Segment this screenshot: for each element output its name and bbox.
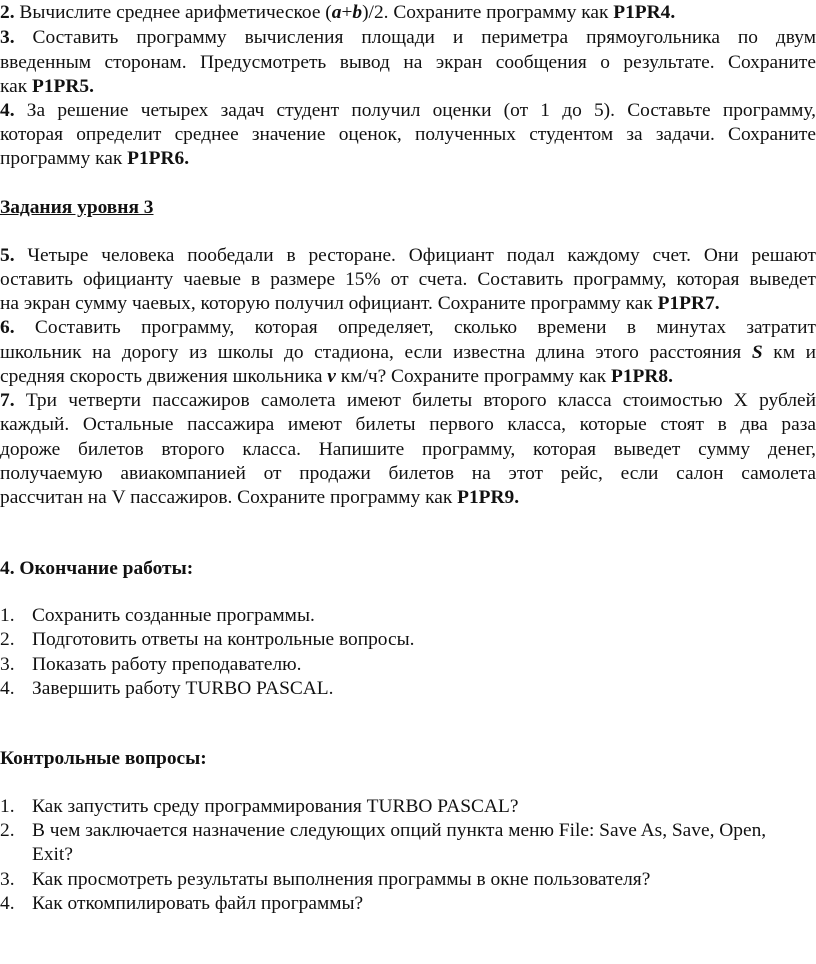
list-text: Показать работу преподавателю. (32, 654, 302, 675)
task-3-line-3 (0, 74, 94, 99)
list-item (0, 891, 363, 916)
task-text: как (0, 76, 33, 97)
task-text: которая определит среднее значение оценок, полученных студентом за задачи. Сохраните (0, 124, 816, 145)
task-6-line-2 (0, 340, 816, 365)
list-number: 3. (0, 654, 15, 675)
plus-sign: + (341, 2, 353, 23)
list-item (0, 627, 414, 652)
list-item (0, 652, 302, 677)
task-text: Вычислите среднее арифметическое ( (19, 2, 332, 23)
task-7-line-4 (0, 461, 816, 486)
task-2 (0, 0, 675, 25)
var-a: a (331, 2, 342, 23)
list-number: 3. (0, 869, 15, 890)
program-name: P1PR4. (613, 2, 676, 23)
task-number: 7. (0, 390, 15, 411)
task-number: 4. (0, 100, 15, 121)
task-4-line-2 (0, 122, 816, 147)
list-text: Как просмотреть результаты выполнения программы в окне пользователя? (32, 869, 651, 890)
task-number: 3. (0, 27, 15, 48)
list-number: 2. (0, 629, 15, 650)
task-7-line-3 (0, 437, 816, 462)
task-4-line-1 (0, 98, 816, 123)
task-text: )/2. Сохраните программу как (362, 2, 614, 23)
task-7-line-2 (0, 412, 816, 437)
task-text: средняя скорость движения школьника (0, 366, 328, 387)
task-4-line-3 (0, 146, 189, 171)
task-text: Четыре человека пообедали в ресторане. Официант подал каждому счет. Они решают (27, 245, 816, 266)
list-text: Завершить работу TURBO PASCAL. (32, 678, 334, 699)
task-text: рассчитан на V пассажиров. Сохраните программу как (0, 487, 458, 508)
task-5-line-1 (0, 243, 816, 268)
task-number: 2. (0, 2, 15, 23)
list-number: 2. (0, 820, 15, 841)
level-3-heading: Задания уровня 3 (0, 197, 154, 218)
list-item (0, 676, 334, 701)
list-item (0, 603, 315, 628)
task-6-line-3 (0, 364, 673, 389)
list-number: 4. (0, 678, 15, 699)
task-3-line-2 (0, 50, 816, 75)
task-text: км/ч? Сохраните программу как (335, 366, 611, 387)
task-text: на экран сумму чаевых, которую получил официант. Сохраните программу как (0, 293, 658, 314)
task-7-line-1 (0, 388, 816, 413)
task-5-line-2 (0, 267, 816, 292)
var-b: b (352, 2, 363, 23)
program-name: P1PR6. (127, 148, 190, 169)
var-s: S (751, 342, 763, 363)
list-text: Как откомпилировать файл программы? (32, 893, 364, 914)
task-3-line-1 (0, 25, 816, 50)
task-7-line-5 (0, 485, 519, 510)
task-number: 6. (0, 317, 15, 338)
task-text: оставить официанту чаевые в размере 15% от счета. Составить программу, которая выведет (0, 269, 816, 290)
task-text: получаемую авиакомпанией от продажи билетов на этот рейс, если салон самолета (0, 463, 816, 484)
task-text: Три четверти пассажиров самолета имеют билеты второго класса стоимостью X рублей (25, 390, 816, 411)
finish-heading: 4. Окончание работы: (0, 558, 194, 579)
task-text: км и (762, 342, 816, 363)
task-text: Составить программу, которая определяет, сколько времени в минутах затратит (34, 317, 816, 338)
list-number: 4. (0, 893, 15, 914)
list-item-continuation: Exit? (32, 844, 73, 865)
task-text: дороже билетов второго класса. Напишите программу, которая выведет сумму денег, (0, 439, 816, 460)
task-text: программу как (0, 148, 128, 169)
task-6-line-1 (0, 315, 816, 340)
program-name: P1PR7. (657, 293, 720, 314)
list-item (0, 867, 650, 892)
list-item (0, 794, 518, 819)
task-number: 5. (0, 245, 15, 266)
var-v: v (327, 366, 336, 387)
list-text: Подготовить ответы на контрольные вопросы. (32, 629, 415, 650)
program-name: P1PR9. (457, 487, 520, 508)
task-5-line-3 (0, 291, 720, 316)
program-name: P1PR8. (610, 366, 673, 387)
program-name: P1PR5. (32, 76, 94, 97)
list-text: В чем заключается назначение следующих опций пункта меню File: Save As, Save, Open, (32, 820, 767, 841)
task-text: За решение четырех задач студент получил оценки (от 1 до 5). Составьте программу, (26, 100, 816, 121)
task-text: каждый. Остальные пассажира имеют билеты первого класса, которые стоят в два раза (0, 414, 816, 435)
list-item (0, 818, 766, 843)
task-text: школьник на дорогу из школы до стадиона, если известна длина этого расстояния (0, 342, 752, 363)
questions-heading: Контрольные вопросы: (0, 748, 207, 769)
task-text: Составить программу вычисления площади и периметра прямоугольника по двум (32, 27, 816, 48)
list-text: Сохранить созданные программы. (32, 605, 315, 626)
list-number: 1. (0, 605, 15, 626)
list-text: Как запустить среду программирования TURBO PASCAL? (32, 796, 519, 817)
list-number: 1. (0, 796, 15, 817)
task-text: введенным сторонам. Предусмотреть вывод на экран сообщения о результате. Сохраните (0, 52, 816, 73)
